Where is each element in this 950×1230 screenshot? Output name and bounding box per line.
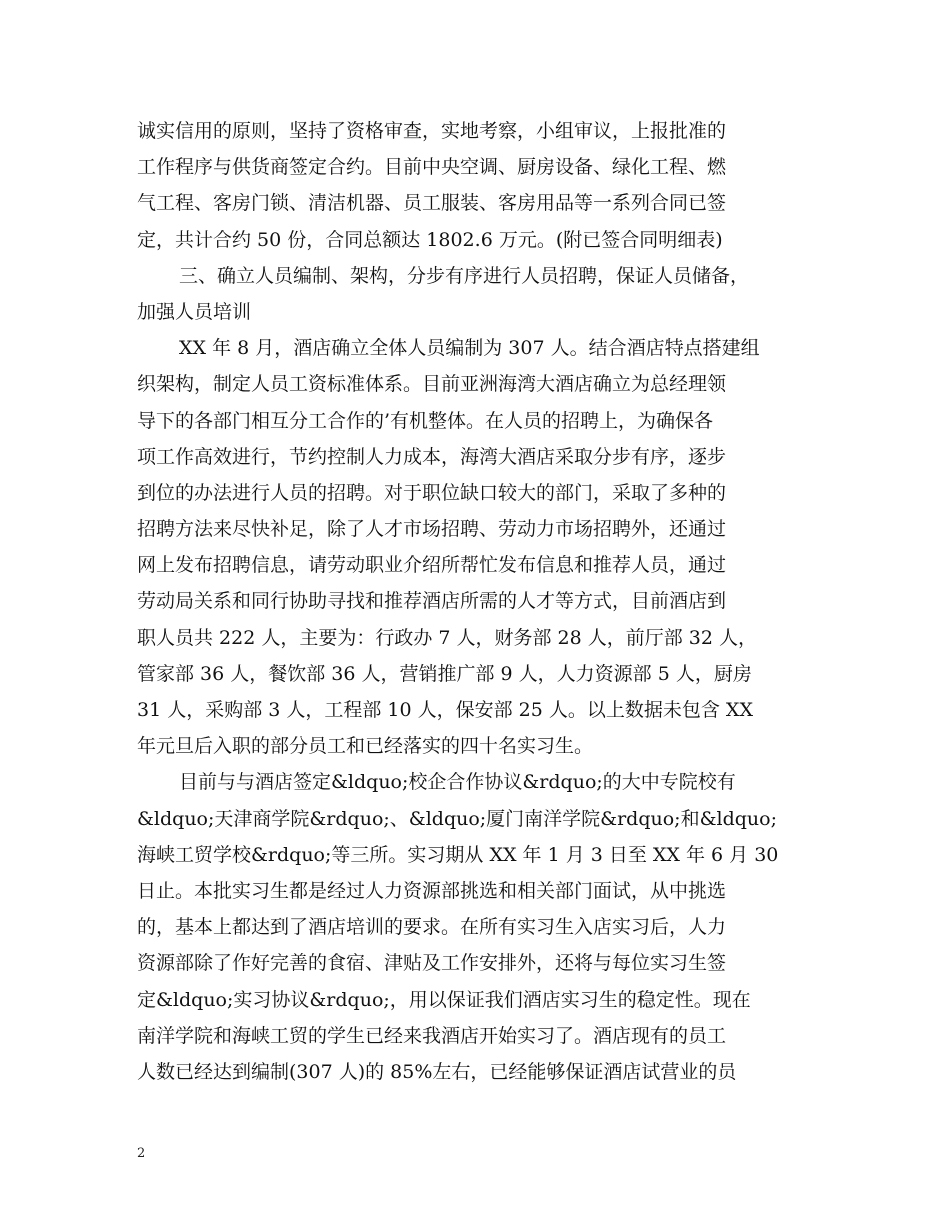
text-line: 目前与与酒店签定&ldquo;校企合作协议&rdquo;的大中专院校有 <box>179 771 736 794</box>
text-line: 职人员共 222 人，主要为：行政办 7 人，财务部 28 人，前厅部 32 人， <box>137 626 758 649</box>
text-line: 海峡工贸学校&rdquo;等三所。实习期从 XX 年 1 月 3 日至 XX 年 6 月 30 <box>137 843 779 866</box>
text-line: 到位的办法进行人员的招聘。对于职位缺口较大的部门，采取了多种的 <box>137 481 727 504</box>
text-line: 资源部除了作好完善的食宿、津贴及工作安排外，还将与每位实习生签 <box>137 952 727 975</box>
text-line: 劳动局关系和同行协助寻找和推荐酒店所需的人才等方式，目前酒店到 <box>137 590 727 613</box>
text-line: 31 人，采购部 3 人，工程部 10 人，保安部 25 人。以上数据未包含 XX <box>137 699 753 721</box>
text-line: 工作程序与供货商签定合约。目前中央空调、厨房设备、绿化工程、燃 <box>137 156 727 179</box>
paragraph-interns <box>137 764 817 1090</box>
text-line: 南洋学院和海峡工贸的学生已经来我酒店开始实习了。酒店现有的员工 <box>137 1024 727 1047</box>
text-line: 加强人员培训 <box>137 300 252 323</box>
text-line: 招聘方法来尽快补足，除了人才市场招聘、劳动力市场招聘外，还通过 <box>137 518 727 541</box>
document-body <box>137 113 817 1090</box>
text-line: 人数已经达到编制(307 人)的 85%左右，已经能够保证酒店试营业的员 <box>137 1060 737 1083</box>
text-line: 织架构，制定人员工资标准体系。目前亚洲海湾大酒店确立为总经理领 <box>137 373 727 396</box>
text-line: 定&ldquo;实习协议&rdquo;，用以保证我们酒店实习生的稳定性。现在 <box>137 988 751 1011</box>
text-line: 网上发布招聘信息，请劳动职业介绍所帮忙发布信息和推荐人员，通过 <box>137 554 727 577</box>
text-line: 日止。本批实习生都是经过人力资源部挑选和相关部门面试，从中挑选 <box>137 879 727 902</box>
paragraph-staffing <box>137 330 817 764</box>
page-number: 2 <box>137 1146 146 1161</box>
text-line: 诚实信用的原则，坚持了资格审查，实地考察，小组审议，上报批准的 <box>137 120 727 142</box>
text-line: 年元旦后入职的部分员工和已经落实的四十名实习生。 <box>137 735 594 758</box>
text-line: 管家部 36 人，餐饮部 36 人，营销推广部 9 人，人力资源部 5 人，厨房 <box>137 662 752 685</box>
text-line: 三、确立人员编制、架构，分步有序进行人员招聘，保证人员储备， <box>179 264 750 287</box>
text-line: 项工作高效进行，节约控制人力成本，海湾大酒店采取分步有序，逐步 <box>137 445 727 468</box>
text-line: XX 年 8 月，酒店确立全体人员编制为 307 人。结合酒店特点搭建组 <box>179 337 760 360</box>
text-line: &ldquo;天津商学院&rdquo;、&ldquo;厦门南洋学院&rdquo;和&ldquo; <box>137 807 777 830</box>
paragraph-contracts <box>137 113 817 258</box>
section-heading-3 <box>137 258 817 330</box>
text-line: 气工程、客房门锁、清洁机器、员工服装、客房用品等一系列合同已签 <box>137 192 727 215</box>
text-line: 的，基本上都达到了酒店培训的要求。在所有实习生入店实习后，人力 <box>137 916 727 939</box>
text-line: 定，共计合约 50 份，合同总额达 1802.6 万元。(附已签合同明细表) <box>137 228 723 251</box>
text-line: 导下的各部门相互分工合作的’有机整体。在人员的招聘上，为确保各 <box>137 409 714 432</box>
